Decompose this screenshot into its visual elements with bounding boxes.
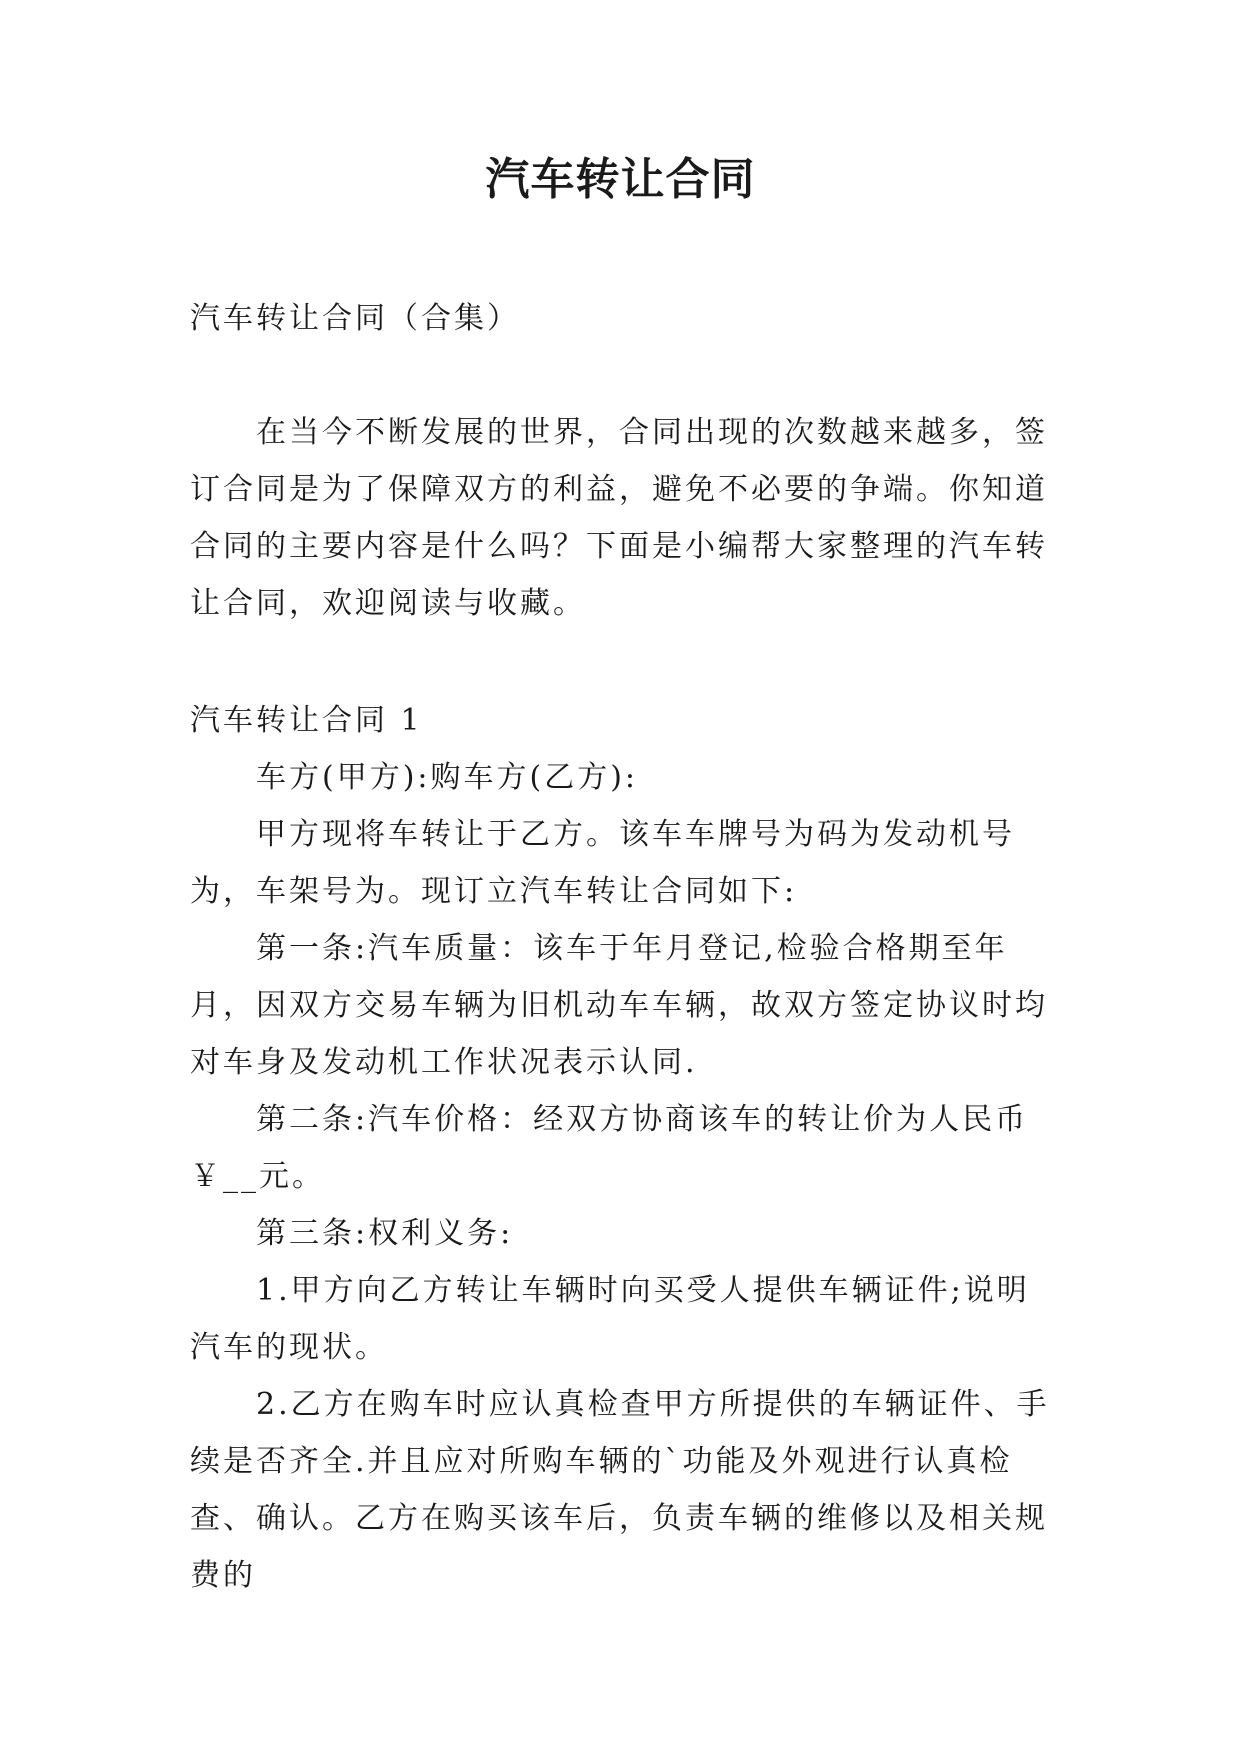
contract-clauses — [190, 749, 1060, 1604]
intro-paragraph: 在当今不断发展的世界，合同出现的次数越来越多，签订合同是为了保障双方的利益，避免不必要的争端。你知道合同的主要内容是什么吗？下面是小编帮大家整理的汽车转让合同，欢迎阅读与收藏。 — [190, 415, 1048, 621]
clause-item-2: 2.乙方在购车时应认真检查甲方所提供的车辆证件、手续是否齐全.并且应对所购车辆的`功能及外观进行认真检查、确认。乙方在购买该车后，负责车辆的维修以及相关规费的 — [190, 1387, 1050, 1593]
clause-price: 第二条:汽车价格：经双方协商该车的转让价为人民币￥__元。 — [190, 1102, 1029, 1194]
section-title: 汽车转让合同 1 — [190, 703, 423, 738]
transfer-paragraph: 甲方现将车转让于乙方。该车车牌号为码为发动机号为，车架号为。现订立汽车转让合同如下: — [190, 817, 1015, 909]
clause-quality: 第一条:汽车质量：该车于年月登记,检验合格期至年月，因双方交易车辆为旧机动车车辆，故双方签定协议时均对车身及发动机工作状况表示认同. — [190, 931, 1048, 1080]
document-subtitle: 汽车转让合同（合集） — [190, 301, 520, 336]
document-title: 汽车转让合同 — [485, 154, 756, 205]
clause-rights-heading: 第三条:权利义务: — [256, 1216, 514, 1251]
parties-line: 车方(甲方):购车方(乙方): — [256, 760, 639, 795]
clause-item-1: 1.甲方向乙方转让车辆时向买受人提供车辆证件;说明汽车的现状。 — [190, 1273, 1030, 1365]
